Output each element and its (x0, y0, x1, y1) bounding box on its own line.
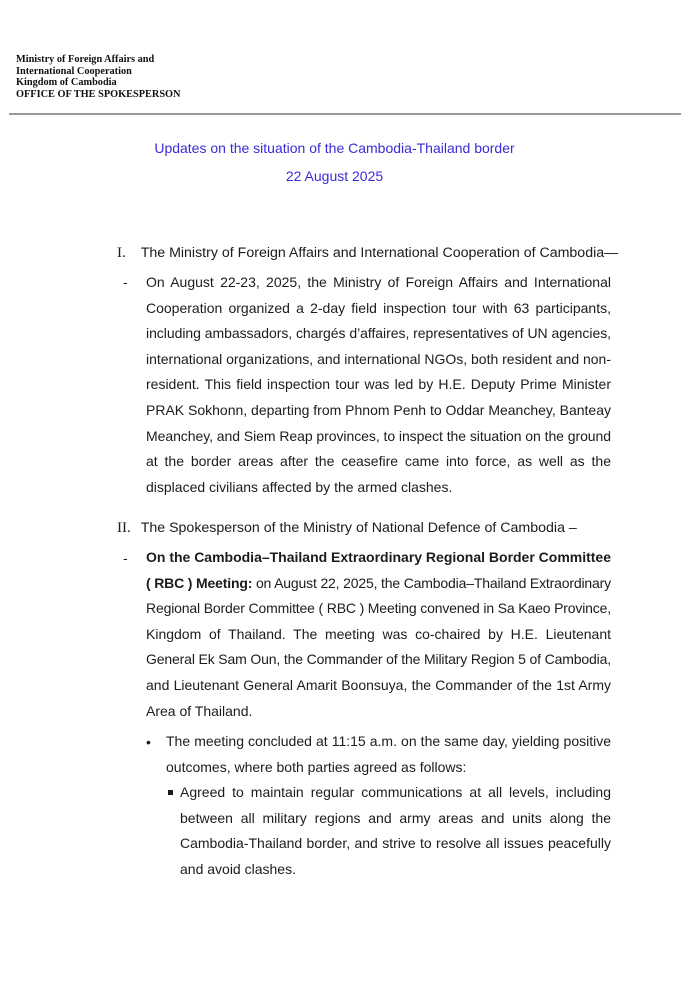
letterhead-line: Kingdom of Cambodia (16, 77, 117, 89)
text-line: PRAK Sokhonn, departing from Phnom Penh to Oddar Meanchey, Banteay (146, 401, 611, 418)
text-line: On August 22-23, 2025, the Ministry of Foreign Affairs and International (146, 274, 611, 290)
text-line: outcomes, where both parties agreed as follows: (166, 758, 467, 775)
text-line: Agreed to maintain regular communications at all levels, including (180, 784, 611, 800)
text-line (146, 571, 611, 597)
text-line: including ambassadors, chargés d’affaires, representatives of UN agencies, (146, 325, 611, 342)
square-bullet-icon (168, 790, 173, 795)
letterhead (16, 54, 181, 100)
text-line: displaced civilians affected by the armed clashes. (146, 478, 453, 495)
text-line: Regional Border Committee ( RBC ) Meeting convened in Sa Kaeo Province, (146, 600, 611, 617)
dash-marker: - (123, 550, 128, 566)
text-line: Meanchey, and Siem Reap provinces, to inspect the situation on the ground (146, 427, 611, 444)
sub-bullet-paragraph (180, 780, 611, 882)
bold-lead-text: On the Cambodia–Thailand Extraordinary Regional Border Committee (146, 549, 611, 565)
section-title: The Spokesperson of the Ministry of National Defence of Cambodia – (140, 520, 577, 536)
document-date: 22 August 2025 (285, 168, 384, 184)
bullet-paragraph (166, 729, 611, 780)
text-line: and avoid clashes. (180, 860, 296, 877)
text-line: international organizations, and international NGOs, both resident and non- (146, 350, 611, 367)
section-title: The Ministry of Foreign Affairs and International Cooperation of Cambodia— (140, 245, 619, 261)
letterhead-line: International Cooperation (16, 65, 132, 77)
section-number: I. (117, 245, 126, 261)
text-line: Kingdom of Thailand. The meeting was co-chaired by H.E. Lieutenant (146, 625, 611, 642)
text-line: Cambodia-Thailand border, and strive to resolve all issues peacefully (180, 835, 611, 852)
section-heading (117, 245, 618, 262)
text-line: and Lieutenant General Amarit Boonsuya, the Commander of the 1st Army (146, 676, 611, 693)
text-line: The meeting concluded at 11:15 a.m. on the same day, yielding positive (166, 733, 611, 749)
text-line: at the border areas after the ceasefire came into force, as well as the (146, 453, 611, 470)
section-number: II. (117, 520, 131, 536)
section-heading (117, 520, 577, 537)
letterhead-line: Ministry of Foreign Affairs and (16, 54, 155, 65)
text-line: resident. This field inspection tour was led by H.E. Deputy Prime Minister (146, 376, 611, 393)
dash-marker: - (123, 274, 128, 290)
text-line: Cooperation organized a 2-day field inspection tour with 63 participants, (146, 299, 611, 316)
paragraph (146, 270, 611, 500)
header-divider (9, 113, 681, 115)
text-line: Area of Thailand. (146, 702, 253, 719)
paragraph (146, 545, 611, 724)
document-title: Updates on the situation of the Cambodia-Thailand border (154, 140, 515, 156)
text-line: between all military regions and army areas and units along the (180, 809, 611, 826)
bullet-icon: • (146, 734, 151, 750)
letterhead-line: OFFICE OF THE SPOKESPERSON (16, 88, 181, 100)
bold-lead-text: ( RBC ) Meeting: (146, 574, 253, 591)
text-run: on August 22, 2025, the Cambodia–Thailand Extraordinary (252, 574, 612, 591)
text-line: General Ek Sam Oun, the Commander of the Military Region 5 of Cambodia, (146, 651, 611, 668)
